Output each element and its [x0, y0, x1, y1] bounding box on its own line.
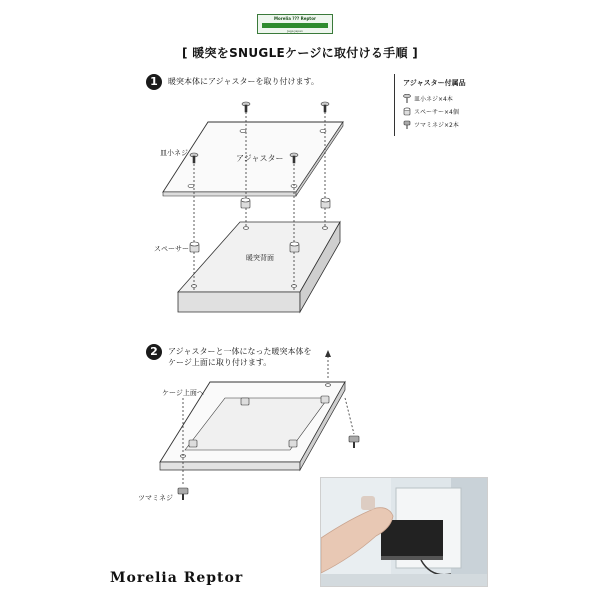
- step1-text: 暖突本体にアジャスターを取り付けます。: [168, 77, 319, 86]
- page-title: [ 暖突をSNUGLEケージに取付ける手順 ]: [181, 46, 419, 60]
- step1-number: 1: [146, 74, 162, 90]
- accessories-title: アジャスター付属品: [403, 79, 466, 87]
- step2-number: 2: [146, 344, 162, 360]
- logo-line1: Morelia ??? Reptor: [274, 16, 316, 21]
- label-cage-top: ケージ上面へ: [162, 389, 204, 397]
- accessory-label-spacer: スペーサー×4個: [414, 109, 459, 116]
- arrow-up-icon: [325, 350, 331, 357]
- brand-name: Morelia Reptor: [110, 570, 244, 586]
- accessory-label-knob: ツマミネジ×2本: [414, 122, 459, 129]
- label-spacer: スペーサー: [154, 245, 189, 253]
- label-screw: 皿小ネジ: [160, 149, 188, 157]
- accessory-label-screw: 皿小ネジ×4本: [414, 96, 453, 103]
- step2-text-line1: アジャスターと一体になった暖突本体を: [168, 347, 312, 356]
- install-photo: [320, 477, 488, 587]
- label-back: 暖突背面: [246, 254, 274, 262]
- step2-text-line2: ケージ上面に取り付けます。: [168, 358, 272, 367]
- label-knob: ツマミネジ: [138, 494, 173, 502]
- logo-line2: Jaga Japan: [287, 29, 303, 33]
- label-adjuster: アジャスター: [236, 154, 284, 163]
- photo-illustration: [321, 478, 488, 587]
